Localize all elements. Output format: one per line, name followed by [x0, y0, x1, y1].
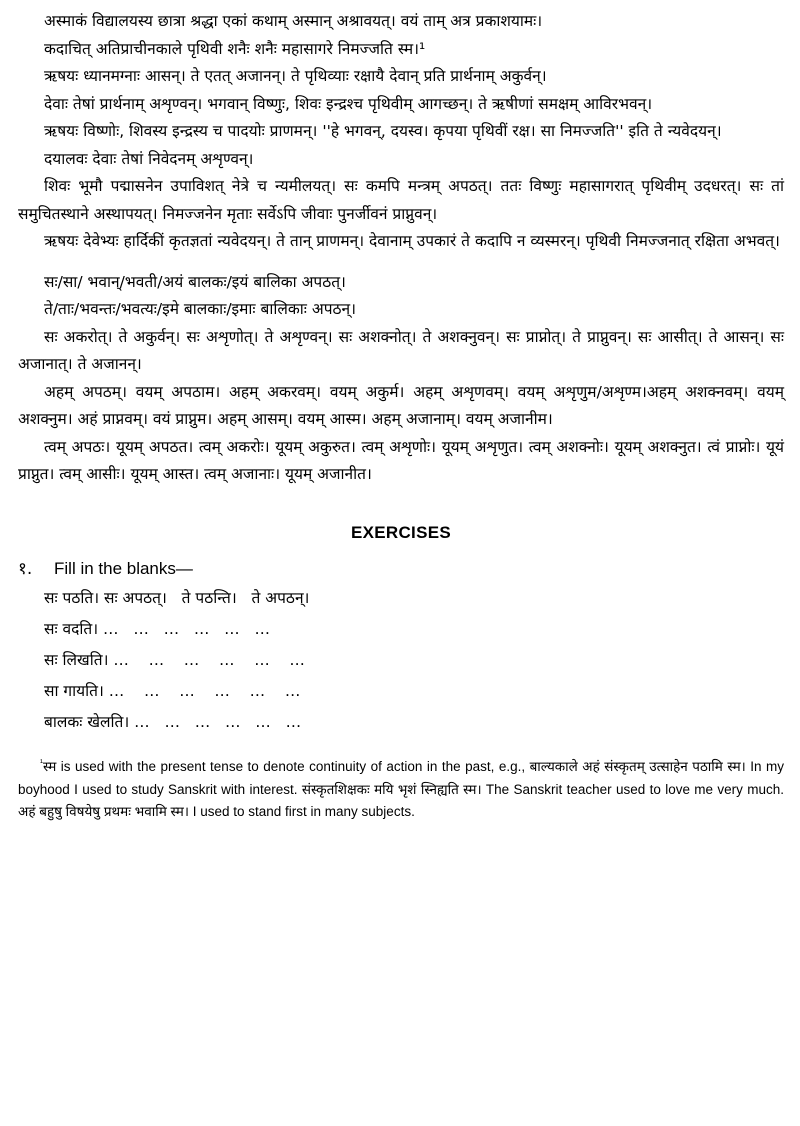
grammar-section — [18, 269, 784, 489]
story-paragraph-8: ऋषयः देवेभ्यः हार्दिकीं कृतज्ञतां न्यवेदयन्। ते तान् प्राणमन्। देवानाम् उपकारं ते कदापि न व्यस्मरन्। पृथिवी निमज्जनात् रक्षिता अभवत्। — [44, 232, 780, 250]
story-paragraph-4: देवाः तेषां प्रार्थनाम् अशृण्वन्। भगवान् विष्णुः, शिवः इन्द्रश्च पृथिवीम् आगच्छन्। ते ऋषीणां समक्षम् आविरभवन्। — [44, 94, 653, 113]
grammar-line-2: ते/ताः/भवन्तः/भवत्यः/इमे बालकाः/इमाः बालिकाः अपठन्। — [44, 300, 356, 318]
textbook-page — [18, 8, 784, 824]
exercise-blank-line-3: सा गायति। … … … … … … — [44, 681, 301, 700]
exercise-1 — [18, 555, 784, 738]
grammar-paragraph-4: अहम् अपठम्। वयम् अपठाम। अहम् अकरवम्। वयम् अकुर्म। अहम् अशृणवम्। वयम् अशृणुम/अशृण्म।अहम् अशक्नवम्। वयम् अशक्नुम। अहं प्राप्नवम्। वयं प्राप्नुम। अहम् आसम्। वयम् आस्म। अहम् अजानाम्। वयम् अजानीम। — [18, 382, 784, 428]
exercise-blank-line-1: सः वदति। … … … … … … — [44, 619, 270, 638]
exercise-example: सः पठति। सः अपठत्। ते पठन्ति। ते अपठन्। — [44, 588, 310, 607]
exercise-number: १. — [18, 558, 33, 579]
footnote-text: स्म is used with the present tense to denote continuity of action in the past, e.g., बाल्यकाले अहं संस्कृतम् उत्साहेन पठामि स्म। In my boyhood I used to study Sanskrit with interest. संस्कृतशिक्षकः मयि भृशं स्निह्यति स्म। The Sanskrit teacher used to love me very much. अहं बहुषु विषयेषु प्रथमः भवामि स्म। I used to stand first in many subjects. — [18, 759, 784, 819]
footnote — [18, 752, 784, 824]
story-section — [18, 8, 784, 256]
story-paragraph-7: शिवः भूमौ पद्मासनेन उपाविशत् नेत्रे च न्यमीलयत्। सः कमपि मन्त्रम् अपठत्। ततः विष्णुः महासागरात् पृथिवीम् उदधरत्। सः तां समुचितस्थाने अस्थापयत्। निमज्जनेन मृताः सर्वेऽपि जीवाः पुनर्जीवनं प्राप्नुवन्। — [18, 177, 784, 223]
exercises-heading: EXERCISES — [350, 522, 451, 542]
grammar-line-1: सः/सा/ भवान्/भवती/अयं बालकः/इयं बालिका अपठत्। — [44, 272, 346, 291]
exercise-blank-line-2: सः लिखति। … … … … … … — [44, 650, 305, 669]
story-paragraph-5: ऋषयः विष्णोः, शिवस्य इन्द्रस्य च पादयोः प्राणमन्। ''हे भगवन्, दयस्व। कृपया पृथिवीं रक्ष। सा निमज्जति'' इति ते न्यवेदयन्। — [44, 122, 722, 140]
story-paragraph-3: ऋषयः ध्यानमग्नाः आसन्। ते एतत् अजानन्। ते पृथिव्याः रक्षायै देवान् प्रति प्रार्थनाम् अकुर्वन्। — [44, 67, 547, 85]
footnote-mark: ¹ — [40, 757, 43, 768]
grammar-paragraph-3: सः अकरोत्। ते अकुर्वन्। सः अशृणोत्। ते अशृण्वन्। सः अशक्नोत्। ते अशक्नुवन्। सः प्राप्नोत्। ते प्राप्नुवन्। सः आसीत्। ते आसन्। सः अजानात्। ते अजानन्। — [18, 327, 784, 373]
grammar-paragraph-5: त्वम् अपठः। यूयम् अपठत। त्वम् अकरोः। यूयम् अकुरुत। त्वम् अशृणोः। यूयम् अशृणुत। त्वम् अशक्नोः। यूयम् अशक्नुत। त्वं प्राप्नोः। यूयं प्राप्नुत। त्वम् आसीः। यूयम् आस्त। त्वम् अजानाः। यूयम् अजानीत। — [18, 437, 784, 483]
exercise-instruction: १. Fill in the blanks— — [18, 555, 784, 583]
exercise-blank-line-4: बालकः खेलति। … … … … … … — [44, 712, 302, 731]
story-paragraph-1: अस्माकं विद्यालयस्य छात्रा श्रद्धा एकां कथाम् अस्मान् अश्रावयत्। वयं ताम् अत्र प्रकाशयामः। — [44, 12, 543, 30]
story-paragraph-2: कदाचित् अतिप्राचीनकाले पृथिवी शनैः शनैः महासागरे निमज्जति स्म।¹ — [44, 39, 426, 58]
story-paragraph-6: दयालवः देवाः तेषां निवेदनम् अशृण्वन्। — [44, 149, 254, 168]
